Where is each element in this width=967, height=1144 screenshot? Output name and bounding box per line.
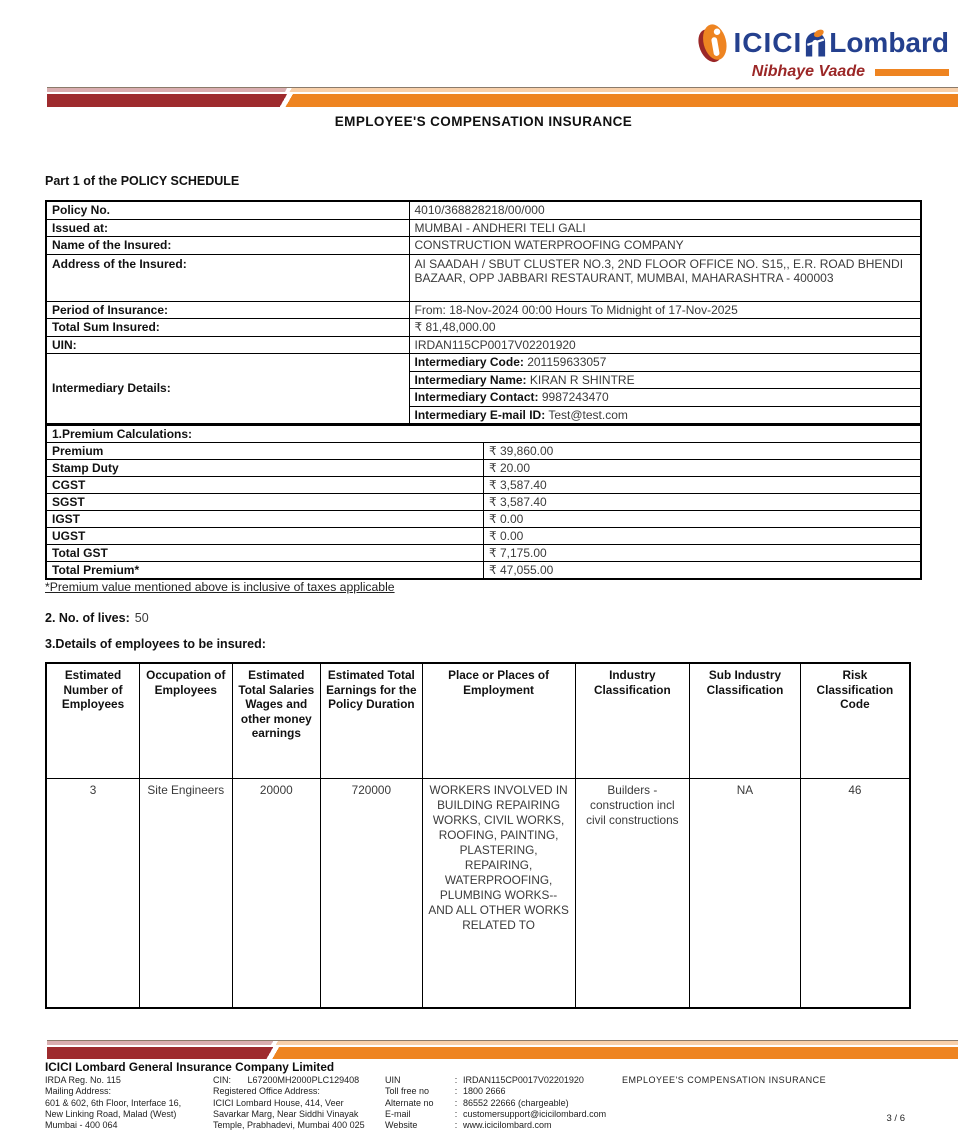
- brand-name-icici: ICICI: [733, 27, 803, 58]
- premium-label: Premium: [46, 443, 484, 460]
- header-accent-strip: [47, 87, 958, 92]
- table-row: [46, 237, 921, 255]
- intermediary-name-label: Intermediary Name:: [414, 372, 527, 387]
- col-risk-classification-code: Risk Classification Code: [800, 663, 910, 778]
- ugst-label: UGST: [46, 528, 484, 545]
- number-of-lives: [45, 611, 149, 625]
- footer-website-label: Website: [385, 1120, 418, 1131]
- employees-table: [45, 662, 911, 1009]
- cell-risk-classification-code: 46: [800, 778, 910, 1008]
- ugst-value: ₹ 0.00: [484, 528, 922, 545]
- footer-product-name: EMPLOYEE'S COMPENSATION INSURANCE: [622, 1075, 827, 1085]
- cin-label: CIN:: [213, 1075, 231, 1085]
- intermediary-email-cell: [409, 406, 921, 424]
- footer-website-value: www.icicilombard.com: [463, 1120, 552, 1131]
- registered-office-line2: Savarkar Marg, Near Siddhi Vinayak: [213, 1108, 359, 1119]
- lives-label: 2. No. of lives:: [45, 611, 130, 625]
- table-header-row: [46, 663, 910, 778]
- footer-email: [385, 1109, 620, 1120]
- brand-tagline: Nibhaye Vaade: [751, 63, 865, 80]
- employees-details-heading: 3.Details of employees to be insured:: [45, 637, 266, 651]
- lives-value: 50: [134, 611, 149, 625]
- intermediary-code-value: 201159633057: [527, 355, 607, 369]
- table-row: [46, 494, 921, 511]
- header-bar: [47, 94, 958, 107]
- total-premium-label: Total Premium*: [46, 562, 484, 580]
- col-occupation: Occupation of Employees: [140, 663, 233, 778]
- footer-registered-office: [213, 1075, 381, 1131]
- footer-uin-value: IRDAN115CP0017V02201920: [463, 1075, 584, 1085]
- table-row: [46, 219, 921, 237]
- footer-accent-strip: [47, 1040, 958, 1045]
- cell-estimated-employees: 3: [46, 778, 140, 1008]
- cell-industry-classification: Builders - construction incl civil constructions: [575, 778, 690, 1008]
- cell-occupation: Site Engineers: [140, 778, 233, 1008]
- stamp-duty-value: ₹ 20.00: [484, 460, 922, 477]
- intermediary-email-value: Test@test.com: [548, 407, 628, 422]
- premium-value: ₹ 39,860.00: [484, 443, 922, 460]
- separator: :: [454, 1086, 458, 1097]
- table-row: [46, 778, 910, 1008]
- total-gst-label: Total GST: [46, 545, 484, 562]
- footer-alternate-value: 86552 22666 (chargeable): [463, 1097, 569, 1108]
- intermediary-name-value: KIRAN R SHINTRE: [529, 372, 635, 387]
- sgst-label: SGST: [46, 494, 484, 511]
- table-row: [46, 477, 921, 494]
- table-row: [46, 336, 921, 354]
- footer-alternate-label: Alternate no: [385, 1097, 434, 1108]
- footer-contact-details: [385, 1075, 620, 1131]
- intermediary-code-label: Intermediary Code:: [414, 355, 524, 369]
- premium-calculations-heading: 1.Premium Calculations:: [46, 425, 921, 443]
- col-estimated-employees: Estimated Number of Employees: [46, 663, 140, 778]
- stamp-duty-label: Stamp Duty: [46, 460, 484, 477]
- footer-alternate-no: [385, 1098, 620, 1109]
- total-premium-value: ₹ 47,055.00: [484, 562, 922, 580]
- footer-company-name: ICICI Lombard General Insurance Company Limited: [45, 1060, 335, 1074]
- cgst-value: ₹ 3,587.40: [484, 477, 922, 494]
- irda-reg-no: IRDA Reg. No. 115: [45, 1075, 121, 1085]
- intermediary-code-cell: [409, 354, 921, 372]
- footer-website: [385, 1120, 620, 1131]
- policy-details-table: [45, 200, 922, 425]
- sgst-value: ₹ 3,587.40: [484, 494, 922, 511]
- cell-sub-industry-classification: NA: [690, 778, 801, 1008]
- brand-logo: [669, 20, 949, 81]
- table-row: [46, 354, 921, 372]
- registered-office-label: Registered Office Address:: [213, 1086, 320, 1097]
- separator: :: [454, 1120, 458, 1131]
- table-row: [46, 460, 921, 477]
- premium-tax-note: *Premium value mentioned above is inclusive of taxes applicable: [45, 580, 395, 594]
- icici-lombard-i-icon: [695, 20, 731, 66]
- footer-bar: [47, 1047, 958, 1059]
- footer-mailing-address: [45, 1075, 210, 1131]
- intermediary-contact-cell: [409, 389, 921, 407]
- table-row: [46, 511, 921, 528]
- total-gst-value: ₹ 7,175.00: [484, 545, 922, 562]
- cell-place-of-employment: WORKERS INVOLVED IN BUILDING REPAIRING WORKS, CIVIL WORKS, ROOFING, PAINTING, PLASTERING, REPAIRING, WATERPROOFING, PLUMBING WORKS--AND ALL OTHER WORKS RELATED TO: [422, 778, 575, 1008]
- tagline-dash: [875, 69, 949, 76]
- table-row: [46, 562, 921, 580]
- cin-value: L67200MH2000PLC129408: [247, 1075, 360, 1085]
- footer-tollfree: [385, 1086, 620, 1097]
- table-row: [46, 201, 921, 219]
- icici-bank-emblem-icon: [803, 28, 828, 58]
- brand-name-lombard: Lombard: [829, 27, 949, 58]
- table-row: [46, 443, 921, 460]
- insured-name-label: Name of the Insured:: [46, 237, 409, 255]
- separator: :: [454, 1097, 458, 1108]
- insured-name-value: CONSTRUCTION WATERPROOFING COMPANY: [409, 237, 921, 255]
- intermediary-name-cell: [409, 371, 921, 389]
- cin-line: [213, 1075, 381, 1086]
- policy-schedule-heading: Part 1 of the POLICY SCHEDULE: [45, 174, 240, 188]
- table-row: [46, 319, 921, 337]
- table-row: [46, 425, 921, 443]
- cell-estimated-earnings: 720000: [321, 778, 423, 1008]
- cell-estimated-salaries: 20000: [232, 778, 321, 1008]
- page-number: 3 / 6: [886, 1113, 905, 1124]
- uin-label: UIN:: [46, 336, 409, 354]
- intermediary-contact-label: Intermediary Contact:: [414, 390, 539, 404]
- footer-email-value: customersupport@icicilombard.com: [463, 1108, 607, 1119]
- footer-uin: [385, 1075, 620, 1086]
- sum-insured-value: ₹ 81,48,000.00: [409, 319, 921, 337]
- registered-office-line1: ICICI Lombard House, 414, Veer: [213, 1097, 344, 1108]
- premium-calculations-table: [45, 424, 922, 580]
- footer-tollfree-value: 1800 2666: [463, 1086, 506, 1097]
- igst-value: ₹ 0.00: [484, 511, 922, 528]
- footer-email-label: E-mail: [385, 1108, 411, 1119]
- intermediary-contact-value: 9987243470: [541, 390, 609, 404]
- separator: :: [454, 1108, 458, 1119]
- footer-uin-label: UIN: [385, 1075, 401, 1085]
- col-industry-classification: Industry Classification: [575, 663, 690, 778]
- table-row: [46, 528, 921, 545]
- intermediary-details-label: Intermediary Details:: [46, 354, 409, 425]
- col-estimated-salaries: Estimated Total Salaries Wages and other money earnings: [232, 663, 321, 778]
- registered-office-line3: Temple, Prabhadevi, Mumbai 400 025: [213, 1120, 365, 1131]
- cgst-label: CGST: [46, 477, 484, 494]
- policy-no-label: Policy No.: [46, 201, 409, 219]
- period-label: Period of Insurance:: [46, 301, 409, 319]
- igst-label: IGST: [46, 511, 484, 528]
- period-value: From: 18-Nov-2024 00:00 Hours To Midnight of 17-Nov-2025: [409, 301, 921, 319]
- table-row: [46, 301, 921, 319]
- uin-value: IRDAN115CP0017V02201920: [409, 336, 921, 354]
- mailing-address-line3: Mumbai - 400 064: [45, 1120, 118, 1131]
- issued-at-label: Issued at:: [46, 219, 409, 237]
- col-place-of-employment: Place or Places of Employment: [422, 663, 575, 778]
- mailing-address-label: Mailing Address:: [45, 1086, 112, 1097]
- policy-no-value: 4010/368828218/00/000: [409, 201, 921, 219]
- table-row: [46, 254, 921, 301]
- table-row: [46, 545, 921, 562]
- separator: :: [454, 1075, 458, 1085]
- intermediary-email-label: Intermediary E-mail ID:: [414, 407, 546, 422]
- insured-address-label: Address of the Insured:: [46, 254, 409, 301]
- sum-insured-label: Total Sum Insured:: [46, 319, 409, 337]
- mailing-address-line2: New Linking Road, Malad (West): [45, 1108, 177, 1119]
- document-title: EMPLOYEE'S COMPENSATION INSURANCE: [334, 114, 633, 129]
- mailing-address-line1: 601 & 602, 6th Floor, Interface 16,: [45, 1097, 182, 1108]
- footer-tollfree-label: Toll free no: [385, 1086, 430, 1097]
- col-estimated-earnings: Estimated Total Earnings for the Policy Duration: [321, 663, 423, 778]
- issued-at-value: MUMBAI - ANDHERI TELI GALI: [409, 219, 921, 237]
- insured-address-value: AI SAADAH / SBUT CLUSTER NO.3, 2ND FLOOR OFFICE NO. S15,, E.R. ROAD BHENDI BAZAAR, OPP JABBARI RESTAURANT, MUMBAI, MAHARASHTRA - 400003: [409, 254, 921, 301]
- col-sub-industry-classification: Sub Industry Classification: [690, 663, 801, 778]
